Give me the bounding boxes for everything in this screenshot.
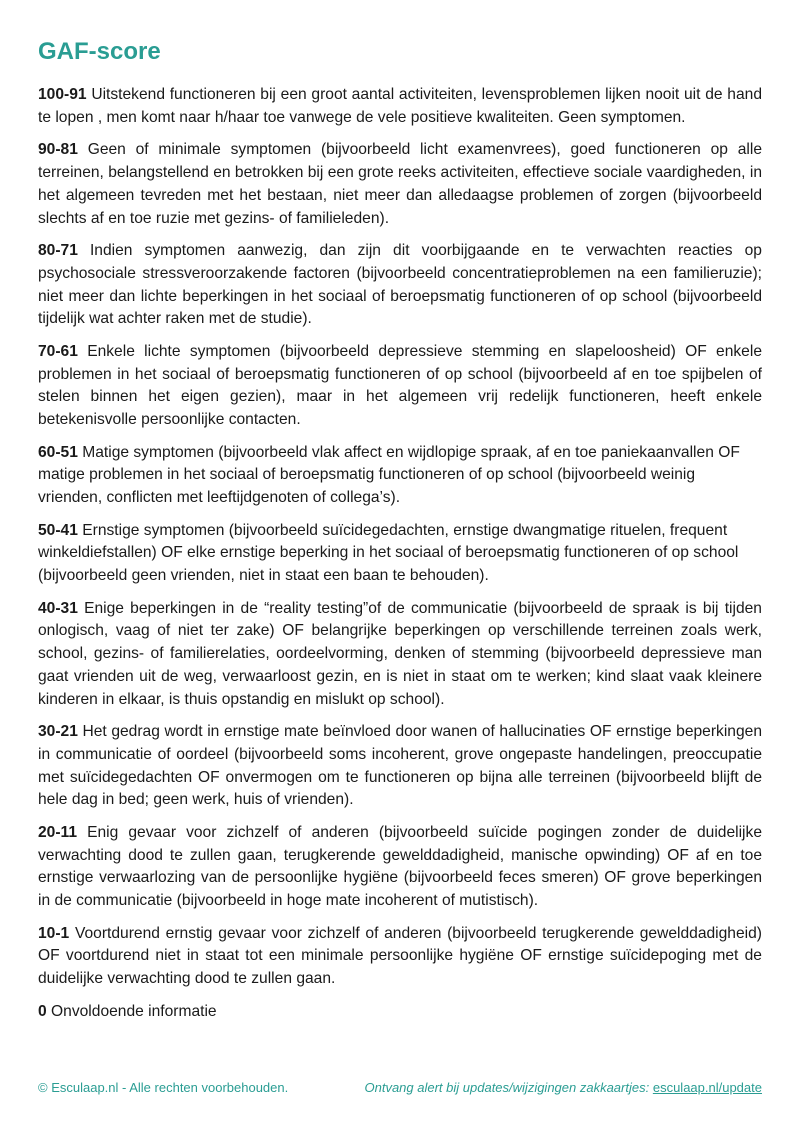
gaf-entry-70-61 bbox=[38, 341, 762, 432]
gaf-entry-80-71 bbox=[38, 240, 762, 331]
gaf-range: 30-21 bbox=[38, 723, 78, 741]
gaf-description: Matige symptomen (bijvoorbeeld vlak affect en wijdlopige spraak, af en toe paniekaanvallen OF matige problemen in het sociaal of beroepsmatig functioneren of op school (bijvoorbeeld weinig vrienden, conflicten met leeftijdgenoten of collega’s). bbox=[38, 443, 740, 507]
gaf-range: 70-61 bbox=[38, 342, 78, 360]
gaf-description: Voortdurend ernstig gevaar voor zichzelf of anderen (bijvoorbeeld terugkerende gewelddadigheid) OF voortdurend niet in staat tot een minimale persoonlijke hygiëne OF ernstige suïcidepoging met de duidelijke verwachting dood te zullen gaan. bbox=[38, 924, 762, 988]
gaf-entry-10-1 bbox=[38, 923, 762, 991]
gaf-description: Ernstige symptomen (bijvoorbeeld suïcidegedachten, ernstige dwangmatige rituelen, frequent winkeldiefstallen) OF elke ernstige beperking in het sociaal of beroepsmatig functioneren of op school (bijvoorbeeld geen vrienden, niet in staat een baan te behouden). bbox=[38, 521, 739, 585]
footer-alert bbox=[365, 1078, 763, 1098]
gaf-description: Uitstekend functioneren bij een groot aantal activiteiten, levensproblemen lijken nooit uit de hand te lopen , men komt naar h/haar toe vanwege de vele positieve kwaliteiten. Geen symptomen. bbox=[38, 86, 762, 126]
gaf-description: Geen of minimale symptomen (bijvoorbeeld licht examenvrees), goed functioneren op alle terreinen, belangstellend en betrokken bij een grote reeks activiteiten, effectieve sociale vaardigheden, in het algemeen tevreden met het bestaan, niet meer dan alledaagse problemen of zorgen (bijvoorbeeld slechts af en toe ruzie met gezins- of familieleden). bbox=[38, 141, 762, 227]
gaf-range: 10-1 bbox=[38, 924, 70, 942]
gaf-description: Enkele lichte symptomen (bijvoorbeeld depressieve stemming en slapeloosheid) OF enkele problemen in het sociaal of beroepsmatig functioneren of op school (bijvoorbeeld af en toe spijbelen of stelen binnen het eigen gezien), maar in het algemeen vrij redelijk functioneren, heeft enkele betekenisvolle persoonlijke contacten. bbox=[38, 342, 762, 429]
gaf-description: Het gedrag wordt in ernstige mate beïnvloed door wanen of hallucinaties OF ernstige beperkingen in communicatie of oordeel (bijvoorbeeld soms incoherent, grove ongepaste handelingen, preoccupatie met suïcidegedachten OF onvermogen om te functioneren op bijna alle terreinen (bijvoorbeeld blijft de hele dag in bed; geen werk, huis of vrienden). bbox=[38, 723, 762, 809]
gaf-score-list bbox=[38, 84, 762, 1033]
gaf-range: 80-71 bbox=[38, 241, 78, 259]
gaf-description: Onvoldoende informatie bbox=[51, 1002, 217, 1020]
gaf-entry-30-21 bbox=[38, 721, 762, 812]
footer bbox=[38, 1078, 762, 1098]
gaf-description: Indien symptomen aanwezig, dan zijn dit voorbijgaande en te verwachten reacties op psychosociale stressveroorzakende factoren (bijvoorbeeld concentratieproblemen na een familieruzie); niet meer dan lichte beperkingen in het sociaal of beroepsmatig functioneren of op school (bijvoorbeeld tijdelijk wat achter raken met de studie). bbox=[38, 241, 762, 328]
gaf-entry-60-51 bbox=[38, 442, 762, 510]
gaf-description: Enige beperkingen in de “reality testing”of de communicatie (bijvoorbeeld de spraak is bij tijden onlogisch, vaag of niet ter zake) OF belangrijke beperkingen op verschillende terreinen zoals werk, school, gezins- of familierelaties, oordeelvorming, denken of stemming (bijvoorbeeld depressieve man gaat vrienden uit de weg, verwaarloost gezin, en is niet in staat om te werken; kind slaat vaak kleinere kinderen in elkaar, is thuis opstandig en mislukt op school). bbox=[38, 599, 762, 708]
gaf-range: 60-51 bbox=[38, 443, 78, 461]
gaf-entry-0 bbox=[38, 1001, 762, 1024]
gaf-range: 100-91 bbox=[38, 86, 87, 103]
gaf-range: 40-31 bbox=[38, 599, 78, 617]
gaf-entry-100-91 bbox=[38, 84, 762, 130]
footer-copyright: © Esculaap.nl - Alle rechten voorbehouden. bbox=[38, 1080, 289, 1095]
gaf-entry-20-11 bbox=[38, 822, 762, 913]
gaf-range: 0 bbox=[38, 1002, 47, 1020]
gaf-entry-90-81 bbox=[38, 139, 762, 230]
update-link[interactable]: esculaap.nl/update bbox=[652, 1080, 762, 1095]
gaf-description: Enig gevaar voor zichzelf of anderen (bijvoorbeeld suïcide pogingen zonder de duidelijke verwachting dood te zullen gaan, terugkerende gewelddadigheid, manische opwinding) OF af en toe ernstige verwaarlozing van de persoonlijke hygiëne (bijvoorbeeld feces smeren) OF grove beperkingen in de communicatie (bijvoorbeeld in hoge mate incoherent of mutistisch). bbox=[38, 823, 762, 910]
footer-alert-text: Ontvang alert bij updates/wijzigingen zakkaartjes: bbox=[364, 1080, 650, 1095]
gaf-range: 90-81 bbox=[38, 141, 78, 159]
page-title: GAF-score bbox=[38, 38, 161, 65]
gaf-entry-40-31 bbox=[38, 598, 762, 712]
gaf-entry-50-41 bbox=[38, 520, 762, 588]
gaf-range: 50-41 bbox=[38, 521, 78, 539]
gaf-range: 20-11 bbox=[38, 823, 78, 841]
